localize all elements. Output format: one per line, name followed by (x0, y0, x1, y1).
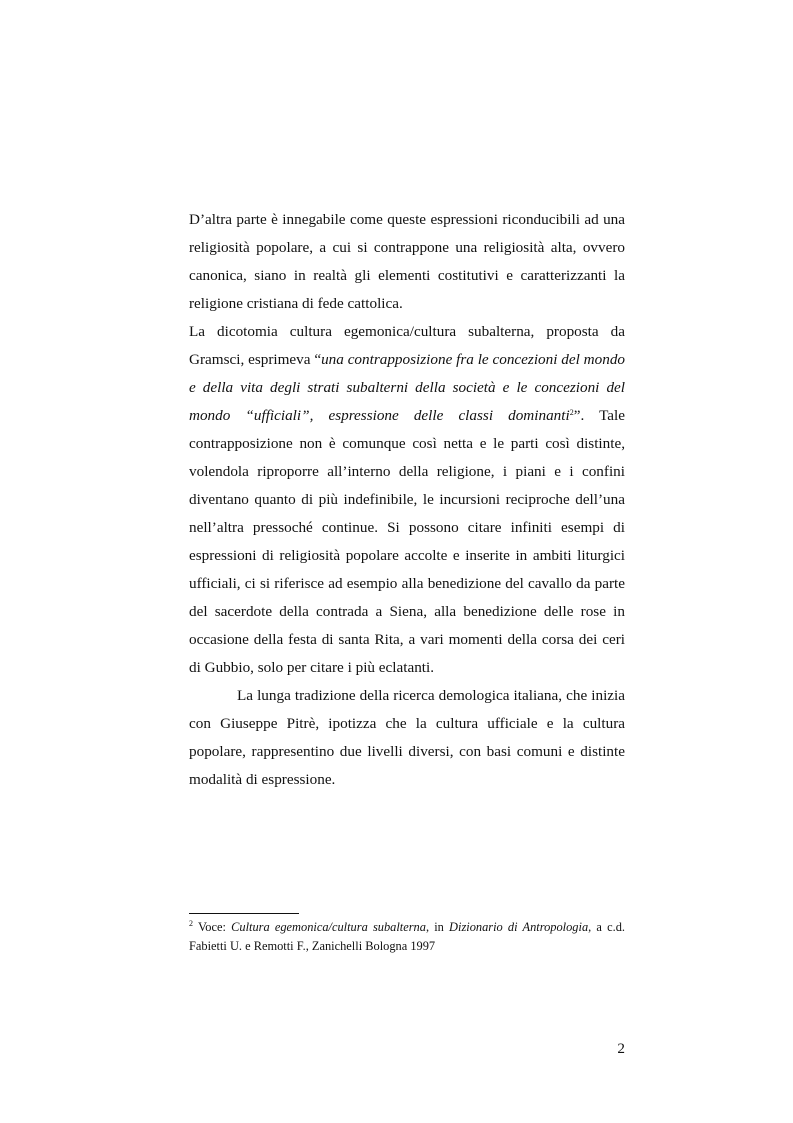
footnote-entry: Cultura egemonica/cultura subalterna (231, 920, 426, 934)
footnote-number: 2 (189, 919, 193, 928)
paragraph-3: La lunga tradizione della ricerca demologica italiana, che inizia con Giuseppe Pitrè, ipotizza che la cultura ufficiale e la cultura popolare, rappresentino due livelli diversi, con basi comuni e distinte modalità di espressione. (189, 687, 625, 788)
footnote-divider (189, 913, 299, 914)
footnote (189, 918, 625, 956)
footnote-tail: , a c.d. Fabietti U. e Remotti F., Zanichelli Bologna 1997 (189, 920, 625, 953)
page-number: 2 (617, 1040, 625, 1057)
paragraph-1: D’altra parte è innegabile come queste espressioni riconducibili ad una religiosità popolare, a cui si contrappone una religiosità alta, ovvero canonica, siano in realtà gli elementi costitutivi e caratterizzanti la religione cristiana di fede cattolica. (189, 211, 625, 312)
gramsci-quote: una contrapposizione fra le concezioni del mondo e della vita degli strati subalterni della società e le concezioni del mondo “ufficiali”, espressione delle classi dominanti (189, 351, 626, 424)
paragraph-2-text-b: ”. Tale contrapposizione non è comunque così netta e le parti così distinte, volendola riproporre all’interno della religione, i piani e i confini diventano quanto di più indefinibile, le incursioni reciproche dell’una nell’altra pressoché continue. Si possono citare infiniti esempi di espressioni di religiosità popolare accolte e inserite in ambiti liturgici ufficiali, ci si riferisce ad esempio alla benedizione del cavallo da parte del sacerdote della contrada a Siena, alla benedizione delle rose in occasione della festa di santa Rita, a vari momenti della corsa dei ceri di Gubbio, solo per citare i più eclatanti. (189, 407, 625, 676)
body-text (189, 206, 625, 794)
footnote-mid: , in (425, 920, 450, 934)
footnote-reference[interactable]: 2 (569, 408, 574, 417)
footnote-work: Dizionario di Antropologia (449, 920, 589, 934)
paragraph-2-text-a: La dicotomia cultura egemonica/cultura subalterna, proposta da Gramsci, esprimeva “ (189, 323, 625, 368)
paragraph-2 (189, 318, 625, 682)
footnote-lead: Voce: (193, 920, 232, 934)
